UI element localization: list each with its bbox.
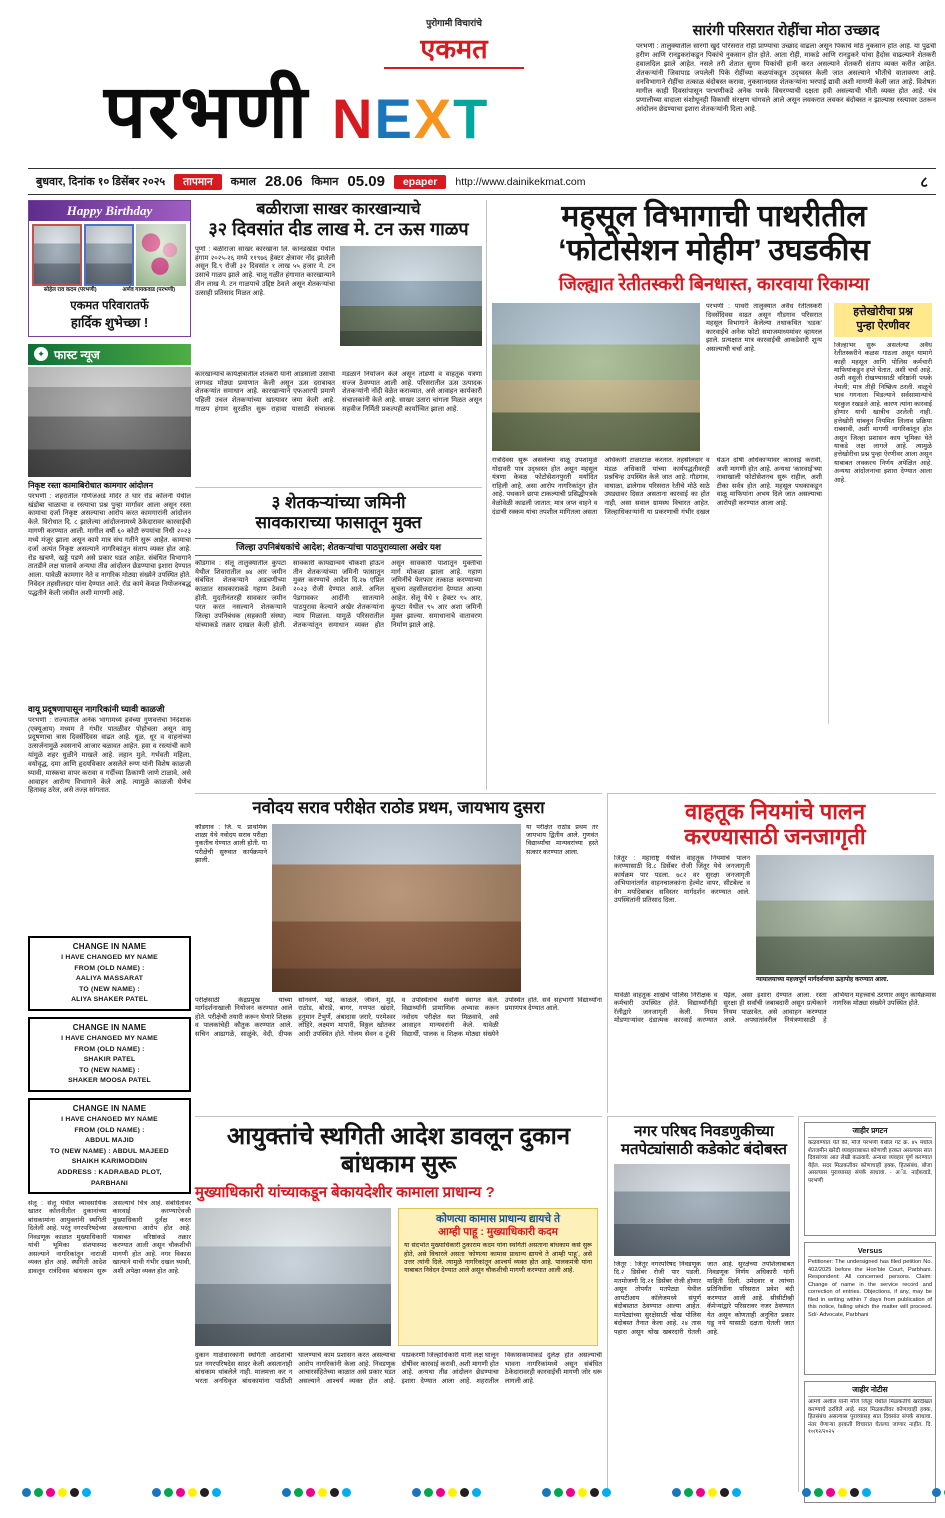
temperature-label: तापमान [174,174,222,190]
registration-dot [282,1488,291,1497]
page-number: ८ [920,173,928,191]
temp-min-label: किमान [311,176,339,188]
notice-line: FROM (OLD NAME) : [74,1126,145,1134]
date-text: बुधवार, दिनांक १० डिसेंबर २०२५ [36,176,166,188]
left-column [28,200,191,1490]
baliraja-title-line2: ३२ दिवसांत दीड लाख मे. टन ऊस गाळप [208,219,469,240]
nagar-title-line2: मतपेट्यांसाठी कडेकोट बंदोबस्त [621,1141,787,1158]
navoday-body: परीक्षेसाठी केंद्रप्रमुख यांच्या मार्गदर्शनाखाली नियोजन करण्यात आले होते. परीक्षेची तयारी करून घेणारे शिक्षक व पालकांचेही कौतुक करण्यात आले. सचिन आढागळे, साळुंके, वेदी, दीपक सोनवणे, भद्रे, काळले, जीवने, मुंडे, राठोड, बोराडे, बागर, गणपत खंदारे, हनुमान टेंभुर्णे, अंबादास जरारे, परमेश्वर लोहिरे, लक्ष्मण मापारी, विठ्ठल खोतकर आदी उपस्थित होते. गोलम सेवन व टूंकी व उपस्थितांचे सर्वांनी स्वागत केले. विद्यार्थ्यांनी प्रामाणिक अभ्यास करून नवोदय परीक्षेत यश मिळवावे, असे आवाहन मान्यवरांनी केले. यावेळी विद्यार्थी, पालक व शिक्षक मोठ्या संख्येने उपस्थित होते. सर्व सहभागी विद्यार्थ्यांना प्रमाणपत्र देण्यात आले. [195,996,602,1039]
registration-dot [188,1488,197,1497]
navoday-title: नवोदय सराव परीक्षेत राठोड प्रथम, जायभाय दुसरा [252,799,545,817]
brand-rule [384,67,524,69]
classified-ad-title: जाहीर प्रगटन [808,1126,932,1138]
statement-body: या संदर्भात मुख्याधिकारी ठुकाराम कदम यांना स्थगिती असताना बांधकाम कसे सुरू होते, असे विचारले असता ‘कोणत्या कामास प्राधान्य द्यायचे ते आम्ही पाहू’, असे उत्तर त्यांनी दिले. त्यामुळे नागरिकांतून आश्चर्य व्यक्त होत आहे. पालकमंत्री यांना याबाबत निवेदन देण्यात आले असून चौकशीची मागणी करण्यात आली आहे. [404,1242,592,1275]
cm-statement-box [398,1208,598,1346]
notice-line: ADDRESS : KADRABAD PLOT, [57,1168,162,1176]
registration-dot [684,1488,693,1497]
classified-ad-body: कळवण्यात येते की, मौजे परभणी येथील गट क्र. ४५ मधील शेतजमीन खरेदी व्यवहाराबाबत कोणाची हरकत असल्यास सात दिवसांच्या आत लेखी कळवावे. अन्यथा व्यवहार पूर्ण करण्यात येईल. सदर मिळकतीवर कोणाचाही हक्क, हितसंबंध, बोजा असल्यास पुराव्यासह संपर्क साधावा. - अॅड. नाईकवाडे, परभणी [808,1140,932,1184]
top-story [636,20,936,165]
registration-dot [542,1488,551,1497]
classifieds-column [798,1116,936,1492]
shetkari-body: कौडगाव : सेलू तालुक्यातील कुपटा येथील शिवारातील ७४ आर जमीन संबंधित शेतकऱ्याने अडचणीच्या काळात सावकाराकडे गहाण ठेवली होती. मुदतीनंतरही सावकार जमीन परत करत नसल्याने शेतकऱ्याने जिल्हा उपनिबंधक (सहकारी संस्था) यांच्याकडे तक्रार दाखल केली होती. सावकारी कायद्यान्वये चौकशी होऊन तीन शेतकऱ्यांच्या जमिनी फासातून मुक्त करण्याचे आदेश दि.२७ एप्रिल २०२३ रोजी देण्यात आले. अनिल पेडगावकर आदींनी सातत्याने पाठपुरावा केल्याने अखेर शेतकऱ्यांना न्याय मिळाला. यामुळे परिसरातील शेतकऱ्यांतून समाधान व्यक्त होत असून सावकारी पाशातून मुक्तीचा मार्ग मोकळा झाला आहे. गहाण जमिनींचे फेरफार तत्काळ करण्याच्या सूचना तहसीलदारांना देण्यात आल्या आहेत. सेलू येथे १ हेक्टर ९५ आर, कुपटा येथील ९५ आर अशा जमिनी मुक्त झाल्या. समाधानाचे वातावरण निर्माण झाले आहे. [195,559,482,629]
notice-line: SHAKER MOOSA PATEL [68,1077,151,1085]
temp-max-value: 28.06 [265,173,303,190]
vahtuk-photo-caption: न्यायालयाच्या महत्त्वपूर्ण मार्गदर्शनाचा ऊहापोह करण्यात आला. [756,976,889,983]
shetkari-title-line1: ३ शेतकऱ्यांच्या जमिनी [271,493,406,512]
fast-news-title: फास्ट न्यूज [54,347,100,362]
hattekhori-title [834,303,932,337]
air-pollution-body: परभणी : राज्यातील अनेक भागांमध्ये हवेच्या गुणवत्तेचा निर्देशांक (एक्यूआय) मध्यम ते गंभीर पातळीवर पोहोचला असून वायू प्रदूषणाचा त्रास दिवसेंदिवस वाढत आहे. धूळ, धूर व वाहनांच्या उत्सर्जनामुळे श्वसनाचे आजार बळावत आहेत. हवा व रस्त्यांची कामे यांमुळे शहर धुळीने माखले आहे. लहान मुले, गर्भवती महिला, वयोवृद्ध, दमा आणि हृदयविकार असलेले रुग्ण यांनी विशेष काळजी घ्यावी, मास्कचा वापर करावा व गर्दीच्या ठिकाणी जाणे टाळावे, असे आवाहन आरोग्य विभागाने केले आहे. त्यामुळे काळजी घेणेच हितावह ठरेल, असे तज्ज्ञ सांगतात. [28,716,191,795]
registration-dot [412,1488,421,1497]
notice-line: FROM (OLD NAME) : [74,964,145,972]
registration-dot [424,1488,433,1497]
registration-dot [932,1488,941,1497]
notice-line: CHANGE IN NAME [72,941,147,951]
epaper-url-link[interactable]: http://www.dainikekmat.com [455,175,586,188]
article-ballot-box-security [607,1116,794,1492]
notice-line: AALIYA MASSARAT [75,975,144,983]
notice-line: CHANGE IN NAME [72,1103,147,1113]
classified-ad-body: Petitioner: The undersigned has filed petition No. 402/2025 before the Hon'ble Court, Parbhani. Respondent: All concerned persons. Claim: Change of name in the service record and correction of entries. Objections, if any, may be filed in writing within 7 days from publication of this notice, failing which the matter will proceed. Sd/- Advocate, Parbhani [808,1259,932,1318]
registration-dot [294,1488,303,1497]
registration-dot [862,1488,871,1497]
registration-dot [802,1488,811,1497]
registration-dot [602,1488,611,1497]
registration-dot [46,1488,55,1497]
birthday-name-1: सोहेल राव कदम (परभणी) [43,287,97,293]
name-change-notice-1 [28,936,191,1011]
navoday-left-column: कौडगाव : जि. प. प्राथमिक शाळा येथे नवोदय सराव परीक्षा नुकतीच घेण्यात आली होती. या परीक्षेची सुरुवात कार्यक्रमाने झाली. [195,823,267,865]
next-letter: E [374,87,414,150]
registration-dot [82,1488,91,1497]
fast-news-header [28,344,191,365]
registration-dot [34,1488,43,1497]
baliraja-title-line1: बळीराजा साखर कारखान्याचे [256,201,421,218]
article-baliraja-sugar-factory [195,200,482,484]
notice-line: I HAVE CHANGED MY NAME [61,1116,158,1124]
registration-dot [342,1488,351,1497]
masthead-next-logo [332,86,489,151]
article-traffic-awareness [607,793,936,1113]
nagar-body: जिंतूर : जिंतूर नगरपरिषद निवडणूक दि.२ डिसेंबर रोजी पार पडली. मतमोजणी दि.२१ डिसेंबर रोजी होणार असून तोपर्यंत मतपेट्या येथील आयटीआय कॉलेजमध्ये संपूर्ण बंदोबस्तात ठेवण्यात आल्या आहेत. मतपेट्यांच्या सुरक्षेसाठी चोख पोलिस बंदोबस्त तैनात केला आहे. २४ तास पहारा असून चोख खबरदारी घेतली जात आहे. सुरक्षेच्या तपशिलाबाबत निवडणूक निर्णय अधिकारी यांनी माहिती दिली. उमेदवार व त्यांच्या प्रतिनिधींना परिसरात प्रवेश बंदी करण्यात आली आहे. सीसीटीव्ही कॅमेऱ्यांद्वारे परिसरावर नजर ठेवण्यात येत असून कोणताही अनुचित प्रकार घडू नये यासाठी दक्षता घेतली जात आहे. [614,1261,794,1336]
registration-dot [732,1488,741,1497]
registration-dot [164,1488,173,1497]
vahtuk-title-line2: करण्यासाठी जनजागृती [684,824,866,850]
ayukt-title: आयुक्तांचे स्थगिती आदेश डावलून दुकान बांधकाम सुरू [226,1123,571,1178]
registration-dot [200,1488,209,1497]
name-change-notice-2 [28,1017,191,1092]
shop-construction-photo [195,1208,391,1346]
sand-smuggling-photo [492,303,700,451]
notice-line: TO (NEW NAME) : [79,985,140,993]
birthday-photo-2 [84,224,134,286]
mahsul-body: रात्रंदिवस सुरू असलेल्या वाळू उपशामुळे गोदावरी पात्र उद्ध्वस्त होत असून महसूल यंत्रणा केवळ फोटोसेशनपुरती मर्यादित राहिली आहे, असा आरोप नागरिकांतून होत आहे. पथकाने छापा टाकल्याची प्रसिद्धीपत्रके वेळोवेळी काढली जातात; मात्र जप्त वाहने व दंडाची रक्कम यांचा तपशील मागितला असता अधिकारी टाळाटाळ करतात. तहसीलदार व मंडळ अधिकारी यांच्या कार्यपद्धतीवरही प्रश्नचिन्ह उपस्थित केले जात आहे. गौडगाव, वाघाळा, ढालेगाव परिसरात रेतीचे मोठे साठे उघड्यावर दिसत असताना कारवाई का होत नाही, असा सवाल ग्रामस्थ विचारत आहेत. जिल्हाधिकाऱ्यांनी या प्रकरणाची गंभीर दखल घेऊन दोषी अधिकाऱ्यांवर कारवाई करावी, अशी मागणी होत आहे. अन्यथा ‘कारवाई’च्या नावाखाली फोटोसेशनच सुरू राहील, अशी टीका सर्वत्र होत आहे. महसूल पथकाकडून वाळू माफियांना अभय दिले जात असल्याचा आरोपही करण्यात आला आहे. [492,457,822,516]
birthday-name-2: अर्णव गायकवाड (परभणी) [122,287,176,293]
temp-min-value: 05.09 [347,173,385,190]
color-bar [22,1487,923,1498]
mahsul-title-line1: महसूल विभागाची पाथरीतील [561,200,867,233]
ayukt-body: दुकान गाळेधारकांनी स्थगिती आदेशाची प्रत नगरपरिषदेस सादर केली असतानाही बांधकाम थांबलेले नाही. मालमत्ता कर न भरता अनधिकृत बांधकामांना पाठीशी घालण्याचे काम प्रशासन करत असल्याचा आरोप नागरिकांनी केला आहे. निवडणूक आचारसंहितेच्या काळात असे प्रकार घडत असल्याने आश्चर्य व्यक्त होत आहे. याप्रकरणी जिल्हाधिकारी यांनी लक्ष घालून दोषींवर कारवाई करावी, अशी मागणी होत आहे. अन्यथा तीव्र आंदोलन छेडण्याचा इशारा देण्यात आला आहे. शहरातील विकासकामांकडे दुर्लक्ष होत असल्याची भावना नागरिकांमध्ये असून संबंधित ठेकेदारावरही कारवाईची मागणी जोर धरू लागली आहे. [195,1352,602,1385]
fast-news-badge-icon: ✦ [34,347,48,361]
registration-dot [696,1488,705,1497]
temp-max-label: कमाल [230,176,256,188]
protest-photo [28,367,191,477]
main-content [193,200,936,1492]
article-farmers-land-freed [195,487,482,790]
air-pollution-subhead: वायू प्रदूषणापासून नागरिकांनी घ्यावी काळजी [28,703,165,714]
fast-news-body: परभणी : शहरातील गणिजअर्ड मंदिर ते घार रोड कॉलनी येथील खंडोबा चाळाचा व रस्त्याचा प्रश्न पुन्हा मार्गावर आला असून रस्ता कामाचा दर्जा निकृष्ट असल्याचा आरोप करत कामगारांनी आंदोलन केले. विरोधात दि. ८ झालेल्या आंदोलनामध्ये ठेकेदारावर कारवाईची मागणी करण्यात आली. मागील वर्षी ६० कोटी रुपयांचा निधी २०२३ मध्ये मंजूर झाला असून कामे मात्र संथ गतीने सुरू आहेत. कामाचा दर्जा अत्यंत निकृष्ट असल्याने नागरिकांतून संताप व्यक्त होत आहे. रोड खचणे, खड्डे पडणे असे प्रकार घडत आहेत. संबंधित विभागाने तातडीने लक्ष घालावे अन्यथा तीव्र आंदोलन छेडण्याचा इशारा देण्यात आला. यावेळी कामगार नेते व नागरिक मोठ्या संख्येने उपस्थित होते. निवेदन तहसीलदार यांना देण्यात आले. रोड कामे केवळ नियोजनबद्ध पद्धतीने केली जावीत अशी मागणी आहे. [28,492,191,597]
registration-dot [22,1488,31,1497]
registration-dot [152,1488,161,1497]
notice-line: TO (NEW NAME) : ABDUL MAJEED [50,1147,169,1155]
registration-dot [814,1488,823,1497]
nagar-title-line1: नगर परिषद निवडणुकीच्या [634,1123,774,1140]
next-letter: N [332,87,375,150]
birthday-header: Happy Birthday [29,201,190,221]
notice-line: SHAIKH KARIMODDIN [71,1158,148,1166]
masthead-title: परभणी [104,70,309,153]
registration-dot [672,1488,681,1497]
mahsul-title-line2: ‘फोटोसेशन मोहीम’ उघडकीस [558,233,870,267]
registration-dot [212,1488,221,1497]
notice-line: CHANGE IN NAME [72,1022,147,1032]
hattekhori-title-line2: पुन्हा ऐरणीवर [856,319,910,332]
ballot-box-photo [614,1164,790,1256]
shetkari-title-line2: सावकाराच्या फासातून मुक्त [255,513,422,533]
classified-ad-3 [804,1381,936,1503]
statement-title-line1: कोणत्या कामास प्राधान्य द्यायचे ते [436,1213,560,1226]
registration-dot [566,1488,575,1497]
hattekhori-title-line1: हत्तेखोरीचा प्रश्न [853,306,913,319]
notice-line: FROM (OLD NAME) : [74,1045,145,1053]
next-letter: T [453,87,490,150]
registration-dot [590,1488,599,1497]
classified-ad-title: Versus [808,1246,932,1257]
epaper-label: epaper [394,175,446,189]
registration-dot [448,1488,457,1497]
birthday-greeting-line2: हार्दिक शुभेच्छा ! [70,314,149,330]
birthday-photos [29,221,190,287]
protest-photo-caption: निकृष्ट रस्ता कामाबिरोधात कामगार आंदोलन [28,480,154,490]
nagar-title [614,1123,794,1159]
shetkari-deck: जिल्हा उपनिबंधकांचे आदेश; शेतकऱ्यांचा पाठपुराव्याला अखेर यश [195,538,482,556]
statement-title-line2: आम्ही पाहू : मुख्याधिकारी कदम [438,1226,558,1239]
classified-ad-2 [804,1242,936,1375]
registration-dot [554,1488,563,1497]
notice-line: PARBHANI [91,1179,128,1187]
registration-dot [850,1488,859,1497]
flowers-image [136,224,186,286]
registration-dot [578,1488,587,1497]
top-story-body: परभणी : तालुक्यातील सारंगी खुर्द परिसरात रोही प्राण्यांचा उच्छाद वाढला असून पिकांचे मोठे नुकसान होत आहे. या पुढची हरीण आणि रानडुकरांकडून पिकांचे नुकसान होत होते. आता रोही, माकडे आणि रानडुकरे यांचा हैदोस वाढल्याने शेतकरी हवालदिल झाले आहेत. नसले तरी शेतात सुगम पिकांची हानी करत असल्याने शेतकरी संताप व्यक्त करीत आहेत. शेतकऱ्यांनी जिवापाड जपलेली पिके रोहींच्या कळपांकडून उद्ध्वस्त केली जात असल्याने भीतीचे वातावरण आहे. वनविभागाने रोहींचा तत्काळ बंदोबस्त करावा, नुकसानग्रस्त शेतकऱ्यांना भरपाई द्यावी अशी मागणी केली जात आहे. विशेषतः मागील काही दिवसांपासून परभणीकडे अनेक पथके विचरण्याची दक्षता हवी असल्याची भीती व्यक्त होत आहे. यंत्र प्रणालीच्या वादाला संशोधूनही विकासी संरक्षण चांगवले आले असून लवकरात लवकर बंदोबस्त न झाल्यास रस्त्यावर उतरून आंदोलन छेडण्याचा इशारा शेतकऱ्यांनी दिला आहे. [636,43,936,113]
birthday-photo-1 [32,224,82,286]
mahsul-intro: परभणी : पाथरी तालुक्यात अवैध रेतीतस्करी दिवसेंदिवस वाढत असून गौडगाव परिसरात महसूल विभागाने केलेल्या तथाकथित ‘धडक’ कारवाईचे अनेक फोटो समाजमाध्यमांवर व्हायरल झाले. प्रत्यक्षात मात्र कारवाईची आकडेवारी शून्य असल्याची चर्चा आहे. [706,303,822,353]
registration-dot [708,1488,717,1497]
baliraja-body: कारखान्याचे कार्यक्षेत्रातील शेतकरी यांनी आडसाली उसाची लागवड मोठ्या प्रमाणात केली असून ऊस दराबाबत शेतकऱ्यांत समाधान आहे. कारखान्याने एफआरपी प्रमाणे पहिली उचल शेतकऱ्यांच्या खात्यावर जमा केली आहे. गाळप हंगाम सुरळीत सुरू राहावा यासाठी संचालक मंडळाने नियोजन केले असून तोडणी व वाहतूक यंत्रणा सज्ज ठेवण्यात आली आहे. परिसरातील ऊस उत्पादक शेतकऱ्यांनी नोंदी वेळेत कराव्यात, असे आवाहन कार्यकारी संचालकांनी केले आहे. साखर उतारा चांगला मिळत असून सहवीज निर्मिती प्रकल्पही कार्यान्वित झाला आहे. [195,370,482,414]
navoday-group-photo [272,824,521,992]
name-change-notice-3 [28,1098,191,1194]
registration-dot [838,1488,847,1497]
notice-line: I HAVE CHANGED MY NAME [61,954,158,962]
registration-dot [826,1488,835,1497]
ayukt-subhead: मुख्याधिकारी यांच्याकडून बेकायदेशीर कामाला प्राधान्य ? [195,1184,495,1202]
article-hattekhori [828,303,932,724]
article-navoday-exam [195,793,602,1113]
article-ayukt-construction [195,1116,602,1492]
notice-line: TO (NEW NAME) : [79,1066,140,1074]
top-story-title: सारंगी परिसरात रोहींचा मोठा उच्छाद [692,23,880,39]
vahtuk-title [614,799,936,850]
mahsul-subhead: जिल्ह्यात रेतीतस्करी बिनधास्त, कारवाया रिकाम्या [558,274,870,295]
birthday-names [29,287,190,295]
brand-logo: एकमत [420,34,488,64]
registration-dot [460,1488,469,1497]
notice-line: ABDUL MAJID [85,1137,134,1145]
navoday-right-column: या परीक्षेत राठोड प्रथम तर जायभाय द्वितीय आले. गुणवंत विद्यार्थ्यांचा मान्यवरांच्या हस्ते सत्कार करण्यात आला. [526,823,598,856]
notice-line: ALIYA SHAKER PATEL [71,996,148,1004]
vahtuk-body-intro: जिंतूर : महाराष्ट्र येथील वाहतूक नियमांचे पालन करण्यासाठी दि.८ डिसेंबर रोजी जिंतूर येथे जनजागृती कार्यक्रम पार पडला. ७८२ वर सुरक्षा जनजागृती अभियानांतर्गत वाहनचालकांना हेल्मेट वापर, सीटबेल्ट व वेग मर्यादेबाबत सविस्तर मार्गदर्शन करण्यात आले. उपस्थितांनी प्रतिसाद दिला. [614,854,750,905]
ayukt-article-lead-columns: सेलू : सेलू येथील व्यावसायिक खातर कॉलनीतील दुकानांच्या बांधकामांना आयुक्तांनी स्थगिती दिलेली आहे. परंतु नगरपरिषदेच्या निवडणूक काळात मुख्याधिकारी यांची भूमिका संशयास्पद असल्याने नागरिकांतून नाराजी व्यक्त होत आहे. स्थगिती आदेश डावलून रात्रंदिवस बांधकाम सुरू असल्याचे चित्र आहे. संबंधितांवर कारवाई करण्याऐवजी मुख्याधिकारी दुर्लक्ष करत असल्याचा आरोप होत आहे. याबाबत वरिष्ठांकडे तक्रार करण्यात आली असून चौकशीची मागणी होत आहे. नगर विकास खात्याने याची गंभीर दखल घ्यावी, अशी अपेक्षा व्यक्त होत आहे. [28,1200,191,1275]
brand-tagline: पुरोगामी विचारांचे [426,18,482,28]
classified-ad-body: आमचे अशील यांनी मौजे जिंतूर येथील मिळकतीचे खरेदीखत करण्याचे ठरविले आहे. सदर मिळकतीवर कोणाचाही हक्क, हितसंबंध असल्यास पुराव्यासह सात दिवसांत संपर्क साधावा. नंतर येणाऱ्या हरकती विचारात घेतल्या जाणार नाहीत. दि. १०/१२/२०२५ [808,1399,932,1436]
registration-dot [306,1488,315,1497]
registration-dot [318,1488,327,1497]
registration-dot [472,1488,481,1497]
hattekhori-body: जिल्हाभर सुरू असलेल्या अवैध रेतीतस्करीने कळस गाठला असून यामागे काही महसूल आणि पोलिस कर्मचारी माफियांकडून हप्ते घेतात, अशी चर्चा आहे. अशी वसुली रोखण्यासाठी वरिष्ठांनी पथके नेमली; मात्र तीही निष्क्रिय ठरली. वाळूचे भाव गगनाला भिडल्याने सर्वसामान्यांचे घरकुल रखडले आहे. कारण त्यांना कारवाई होणार याची खात्रीच उरलेली नाही. हत्तेखोरी थांबवून नियमित लिलाव प्रक्रिया राबवावी, अशी मागणी नागरिकांतून होत असून जिल्हा प्रशासन काय भूमिका घेते याकडे लक्ष लागले आहे. त्यामुळे हत्तेखोरीचा प्रश्न पुन्हा ऐरणीवर आला असून याबाबत लवकरच निर्णय अपेक्षित आहे. अन्यथा आंदोलनाचा इशारा देण्यात आला आहे. [834,341,932,484]
baliraja-body-intro: पूर्णा : बळीराजा साखर कारखाना लि. कानडखेडा येथील हंगाम २०२५-२६ मध्ये ११९७६ हेक्टर क्षेत्रावर नोंद झालेली असून दि.९ रोजी ३२ दिवसांत १ लाख ५५ हजार मे. टन उसाचे गाळप झाले आहे. चालू गळीत हंगामात कारखान्याने तीन लाख मे. टन गाळपाचे उद्दिष्ट ठेवले असून शेतकऱ्यांचा उत्साही प्रतिसाद मिळत आहे. [195,245,335,297]
brand-block [384,16,524,69]
notice-line: I HAVE CHANGED MY NAME [61,1035,158,1043]
classified-ad-title: जाहीर नोटीस [808,1385,932,1397]
registration-dot [58,1488,67,1497]
registration-dot [70,1488,79,1497]
traffic-awareness-photo [756,855,934,975]
notice-line: SHAKIR PATEL [83,1056,136,1064]
dateline-bar [28,168,936,195]
next-letter: X [413,87,454,150]
vahtuk-body: यावेळी वाहतूक शाखेचे पोलिस निरीक्षक व कर्मचारी उपस्थित होते. विद्यार्थ्यांनीही रॅलीद्वारे जनजागृती केली. नियम मोडणाऱ्यांवर दंडात्मक कारवाई करण्यात येईल, असा इशारा देण्यात आला. रस्ता सुरक्षा ही सर्वांची जबाबदारी असून प्रत्येकाने नियम पाळावेत, असे आवाहन करण्यात आले. अपघातांवरील नियंत्रणासाठी हे अभियान महत्त्वाचे ठरणार असून कार्यक्रमास नागरिक मोठ्या संख्येने उपस्थित होते. [614,991,936,1025]
vahtuk-title-line1: वाहतूक नियमांचे पालन [684,799,866,824]
article-mahsul-photosession [486,200,936,790]
registration-dot [720,1488,729,1497]
birthday-box [28,200,191,337]
registration-dot [176,1488,185,1497]
sugar-factory-photo [340,246,482,346]
registration-dot [436,1488,445,1497]
classified-ad-1 [804,1122,936,1236]
vahtuk-photo-block [756,855,934,987]
registration-dot [330,1488,339,1497]
birthday-greeting-line1: एकमत परिवारातर्फे [70,299,149,312]
